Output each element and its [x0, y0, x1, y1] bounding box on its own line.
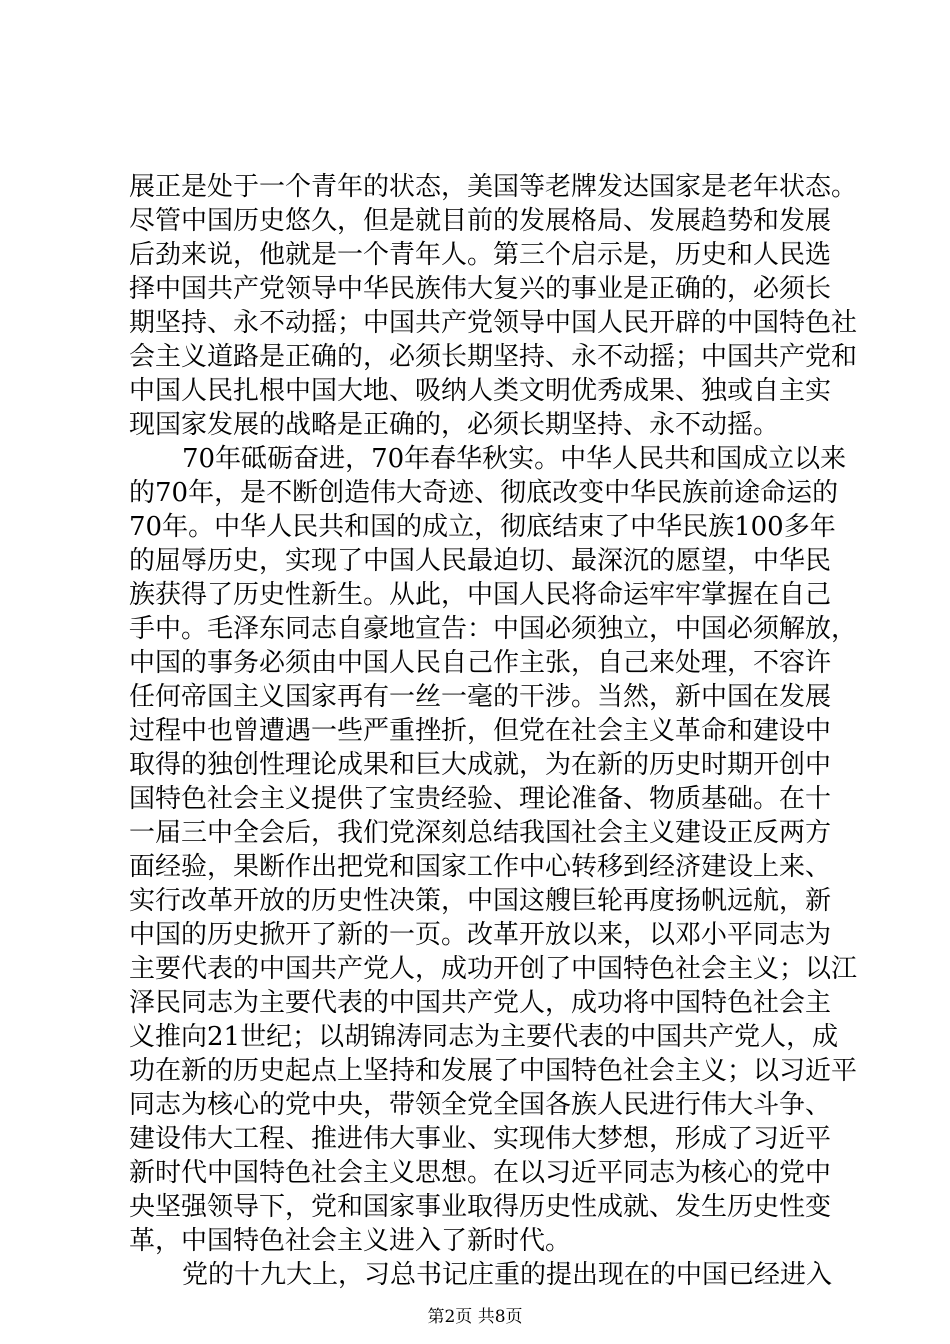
text-line: 展正是处于一个青年的状态，美国等老牌发达国家是老年状态。 — [129, 172, 858, 202]
page-footer: 第2页 共8页 — [427, 1307, 523, 1327]
text-line: 过程中也曾遭遇一些严重挫折，但党在社会主义革命和建设中 — [129, 716, 832, 746]
text-line: 70年。中华人民共和国的成立，彻底结束了中华民族100多年 — [129, 512, 836, 542]
text-line: 会主义道路是正确的，必须长期坚持、永不动摇；中国共产党和 — [129, 342, 858, 372]
text-line: 实行改革开放的历史性决策，中国这艘巨轮再度扬帆远航，新 — [129, 886, 832, 916]
text-line: 一届三中全会后，我们党深刻总结我国社会主义建设正反两方 — [129, 818, 832, 848]
text-line: 择中国共产党领导中华民族伟大复兴的事业是正确的，必须长 — [129, 274, 832, 304]
text-line: 手中。毛泽东同志自豪地宣告：中国必须独立，中国必须解放， — [129, 614, 858, 644]
text-line: 期坚持、永不动摇；中国共产党领导中国人民开辟的中国特色社 — [129, 308, 858, 338]
text-line: 国特色社会主义提供了宝贵经验、理论准备、物质基础。在十 — [129, 784, 832, 814]
text-line: 主要代表的中国共产党人，成功开创了中国特色社会主义；以江 — [129, 954, 858, 984]
text-line: 中国人民扎根中国大地、吸纳人类文明优秀成果、独或自主实 — [129, 376, 832, 406]
text-line: 革，中国特色社会主义进入了新时代。 — [129, 1226, 572, 1256]
text-line: 建设伟大工程、推进伟大事业、实现伟大梦想，形成了习近平 — [129, 1124, 832, 1154]
text-line: 取得的独创性理论成果和巨大成就，为在新的历史时期开创中 — [129, 750, 832, 780]
text-line: 义推向21世纪；以胡锦涛同志为主要代表的中国共产党人，成 — [129, 1022, 839, 1052]
paragraph-first-line: 党的十九大上，习总书记庄重的提出现在的中国已经进入 — [182, 1260, 833, 1290]
text-line: 中国的历史掀开了新的一页。改革开放以来，以邓小平同志为 — [129, 920, 832, 950]
text-line: 泽民同志为主要代表的中国共产党人，成功将中国特色社会主 — [129, 988, 832, 1018]
text-line: 新时代中国特色社会主义思想。在以习近平同志为核心的党中 — [129, 1158, 832, 1188]
text-line: 族获得了历史性新生。从此，中国人民将命运牢牢掌握在自己 — [129, 580, 832, 610]
text-line: 任何帝国主义国家再有一丝一毫的干涉。当然，新中国在发展 — [129, 682, 832, 712]
text-line: 的屈辱历史，实现了中国人民最迫切、最深沉的愿望，中华民 — [129, 546, 832, 576]
text-line: 同志为核心的党中央，带领全党全国各族人民进行伟大斗争、 — [129, 1090, 832, 1120]
text-line: 中国的事务必须由中国人民自己作主张，自己来处理，不容许 — [129, 648, 832, 678]
text-line: 现国家发展的战略是正确的，必须长期坚持、永不动摇。 — [129, 410, 780, 440]
text-line: 尽管中国历史悠久，但是就目前的发展格局、发展趋势和发展 — [129, 206, 832, 236]
text-line: 功在新的历史起点上坚持和发展了中国特色社会主义；以习近平 — [129, 1056, 858, 1086]
text-line: 后劲来说，他就是一个青年人。第三个启示是，历史和人民选 — [129, 240, 832, 270]
paragraph-first-line: 70年砥砺奋进，70年春华秋实。中华人民共和国成立以来 — [182, 444, 847, 474]
text-line: 面经验，果断作出把党和国家工作中心转移到经济建设上来、 — [129, 852, 832, 882]
text-line: 央坚强领导下，党和国家事业取得历史性成就、发生历史性变 — [129, 1192, 832, 1222]
text-line: 的70年，是不断创造伟大奇迹、彻底改变中华民族前途命运的 — [129, 478, 839, 508]
